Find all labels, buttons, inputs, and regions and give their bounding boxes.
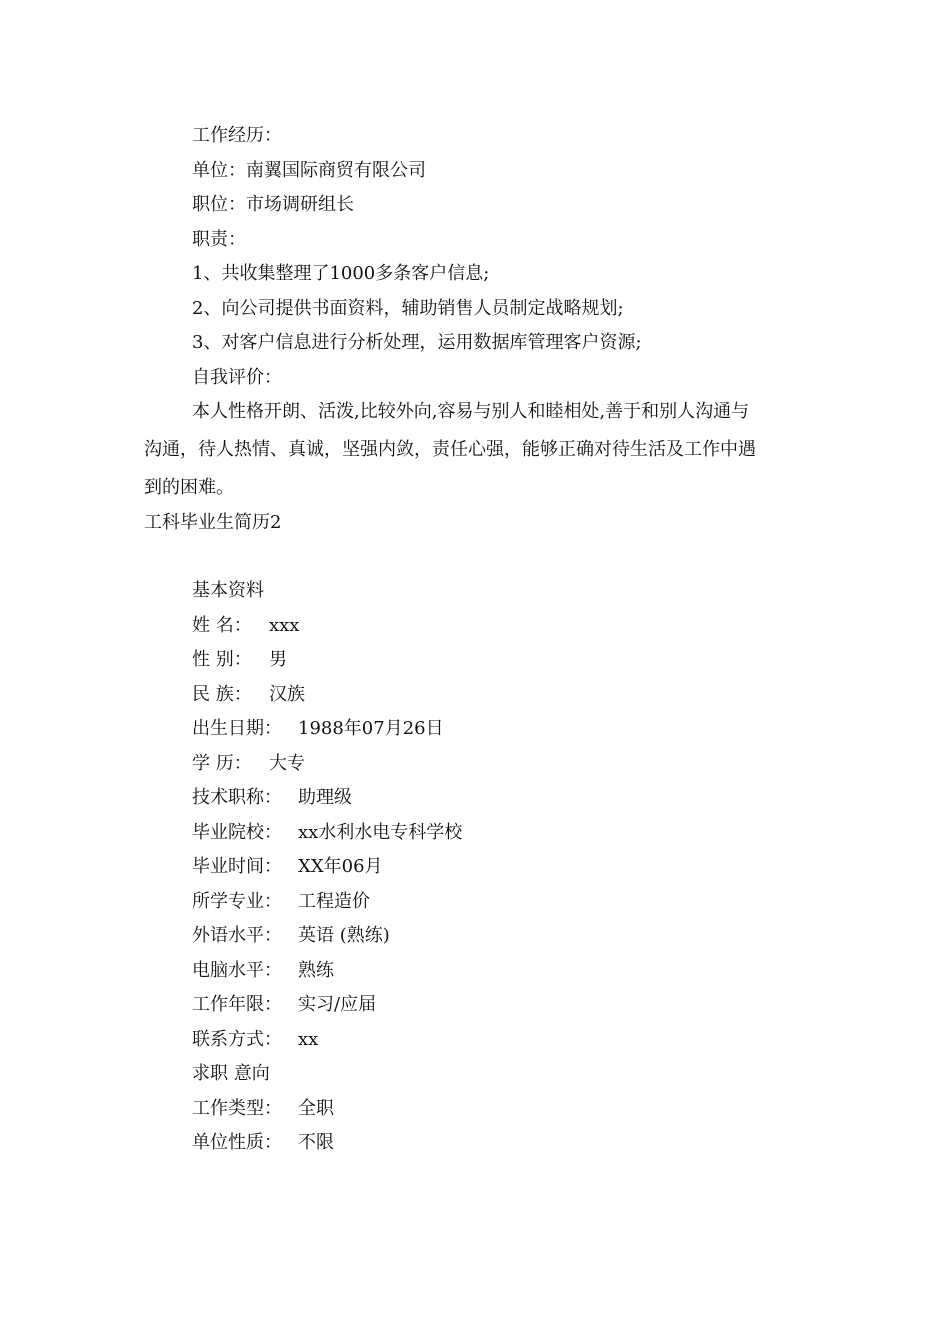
info-row-computer (192, 959, 334, 983)
self-evaluation-line-1: 本人性格开朗、活泼,比较外向,容易与别人和睦相处,善于和别人沟通与 (192, 401, 750, 422)
intent-row-nature (192, 1131, 334, 1155)
info-row-contact (192, 1028, 319, 1052)
duties-heading: 职责： (192, 229, 246, 250)
info-row-birthdate (192, 717, 444, 741)
info-value: 1988年07月26日 (298, 718, 444, 739)
info-label: 毕业院校： (192, 822, 282, 843)
info-label: 技术职称： (192, 787, 282, 808)
intent-label: 单位性质： (192, 1132, 282, 1153)
info-row-gender (192, 648, 287, 672)
work-experience-heading: 工作经历： (192, 125, 282, 146)
info-value: 实习/应届 (298, 994, 377, 1015)
info-row-education (192, 752, 305, 776)
info-label: 外语水平： (192, 925, 282, 946)
info-row-years (192, 993, 377, 1017)
info-value: 英语 (熟练) (298, 925, 390, 946)
info-row-name (192, 614, 300, 638)
duty-item-2: 2、向公司提供书面资料，辅助销售人员制定战略规划; (192, 298, 624, 319)
intent-label: 工作类型： (192, 1098, 282, 1119)
intent-row-type (192, 1097, 334, 1121)
info-value: 熟练 (298, 960, 334, 981)
info-row-major (192, 890, 370, 914)
info-label: 毕业时间： (192, 856, 282, 877)
work-position: 职位：市场调研组长 (192, 194, 354, 215)
info-row-language (192, 924, 390, 948)
info-label: 学 历： (192, 753, 252, 774)
info-label: 民 族： (192, 684, 252, 705)
info-label: 联系方式： (192, 1029, 282, 1050)
info-row-ethnicity (192, 683, 305, 707)
resume2-title: 工科毕业生简历2 (144, 512, 282, 533)
basic-info-heading: 基本资料 (192, 580, 264, 601)
info-value: 大专 (269, 753, 305, 774)
info-value: 助理级 (298, 787, 352, 808)
info-label: 出生日期： (192, 718, 282, 739)
self-evaluation-line-3: 到的困难。 (144, 477, 234, 498)
info-row-title (192, 786, 352, 810)
info-row-graduation (192, 855, 383, 879)
info-value: 工程造价 (298, 891, 370, 912)
info-value: xxx (269, 615, 300, 636)
info-label: 工作年限： (192, 994, 282, 1015)
duty-item-1: 1、共收集整理了1000多条客户信息; (192, 263, 490, 284)
self-evaluation-heading: 自我评价： (192, 367, 282, 388)
job-intent-heading: 求职 意向 (192, 1063, 270, 1084)
info-value: 汉族 (269, 684, 305, 705)
info-value: 男 (269, 649, 287, 670)
info-value: xx水利水电专科学校 (298, 822, 463, 843)
duty-item-3: 3、对客户信息进行分析处理，运用数据库管理客户资源; (192, 332, 642, 353)
info-label: 姓 名： (192, 615, 252, 636)
info-value: XX年06月 (298, 856, 383, 877)
self-evaluation-line-2: 沟通，待人热情、真诚，坚强内敛，责任心强，能够正确对待生活及工作中遇 (144, 439, 756, 460)
intent-value: 不限 (298, 1132, 334, 1153)
info-value: xx (298, 1029, 319, 1050)
info-label: 所学专业： (192, 891, 282, 912)
info-row-school (192, 821, 463, 845)
intent-value: 全职 (298, 1098, 334, 1119)
info-label: 电脑水平： (192, 960, 282, 981)
info-label: 性 别： (192, 649, 252, 670)
work-unit: 单位：南翼国际商贸有限公司 (192, 160, 426, 181)
